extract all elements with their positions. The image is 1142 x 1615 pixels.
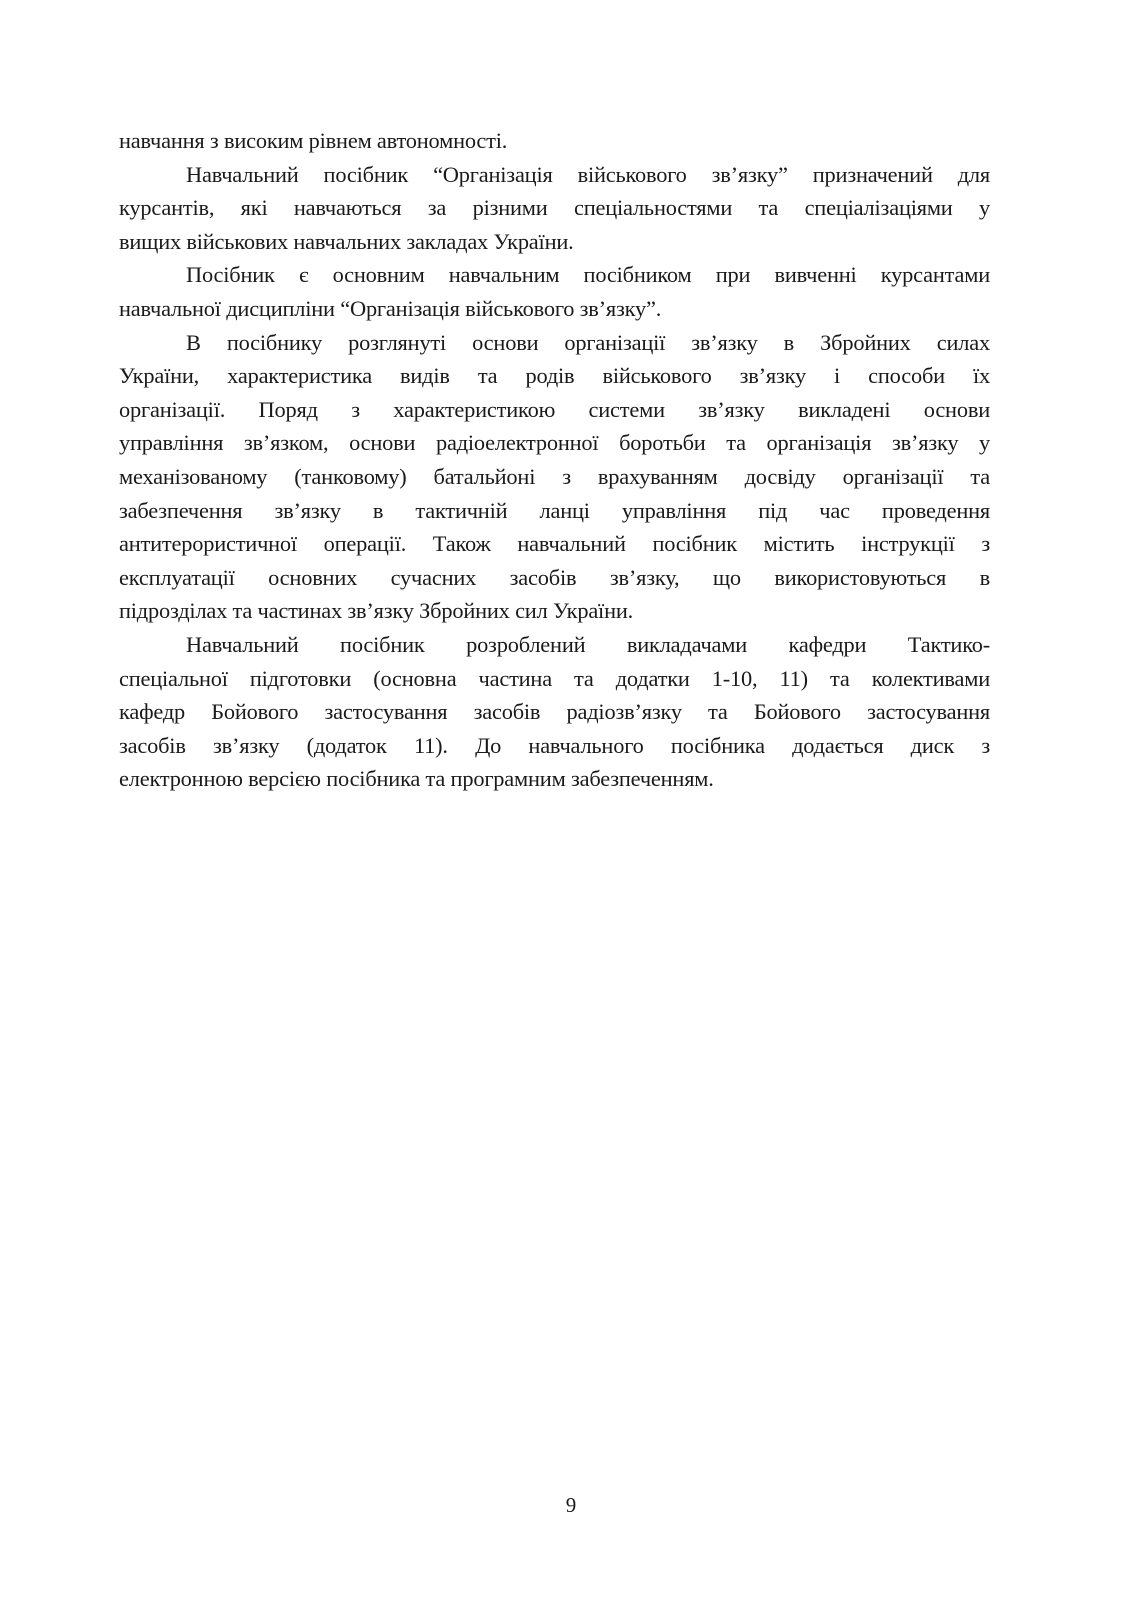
text-line: Навчальний посібник “Організація військового зв’язку” призначений для: [186, 161, 990, 187]
text-line: засобів зв’язку (додаток 11). До навчального посібника додається диск з: [119, 732, 990, 758]
text-line: навчання з високим рівнем автономності.: [119, 128, 508, 153]
text-line: кафедр Бойового застосування засобів радіозв’язку та Бойового застосування: [119, 699, 990, 725]
text-line: Навчальний посібник розроблений викладачами кафедри Тактико-: [186, 631, 990, 657]
paragraph-purpose: [119, 158, 990, 259]
text-line: Посібник є основним навчальним посібником при вивченні курсантами: [186, 262, 990, 288]
text-line: навчальної дисципліни “Організація військового зв’язку”.: [119, 295, 662, 321]
paragraph-contents: [119, 326, 990, 628]
text-line: курсантів, які навчаються за різними спеціальностями та спеціалізаціями у: [119, 195, 990, 221]
text-line: вищих військових навчальних закладах України.: [119, 228, 574, 254]
text-line: електронною версією посібника та програмним забезпеченням.: [119, 766, 714, 792]
text-line: підрозділах та частинах зв’язку Збройних сил України.: [119, 598, 634, 624]
paragraph-main-manual: [119, 258, 990, 325]
text-line: управління зв’язком, основи радіоелектронної боротьби та організація зв’язку у: [119, 430, 990, 456]
text-line: організації. Поряд з характеристикою системи зв’язку викладені основи: [119, 396, 990, 422]
text-line: експлуатації основних сучасних засобів зв’язку, що використовуються в: [119, 564, 990, 590]
paragraph-continuation: [119, 124, 990, 158]
body-text: [119, 124, 990, 796]
text-line: механізованому (танковому) батальйоні з врахуванням досвіду організації та: [119, 463, 990, 489]
text-line: України, характеристика видів та родів військового зв’язку і способи їх: [119, 363, 990, 389]
text-line: спеціальної підготовки (основна частина та додатки 1-10, 11) та колективами: [119, 665, 990, 691]
text-line: забезпечення зв’язку в тактичній ланці управління під час проведення: [119, 497, 990, 523]
paragraph-authors: [119, 628, 990, 796]
text-line: В посібнику розглянуті основи організації зв’язку в Збройних силах: [186, 329, 990, 355]
page-number: 9: [565, 1493, 577, 1517]
text-line: антитерористичної операції. Також навчальний посібник містить інструкції з: [119, 531, 990, 557]
